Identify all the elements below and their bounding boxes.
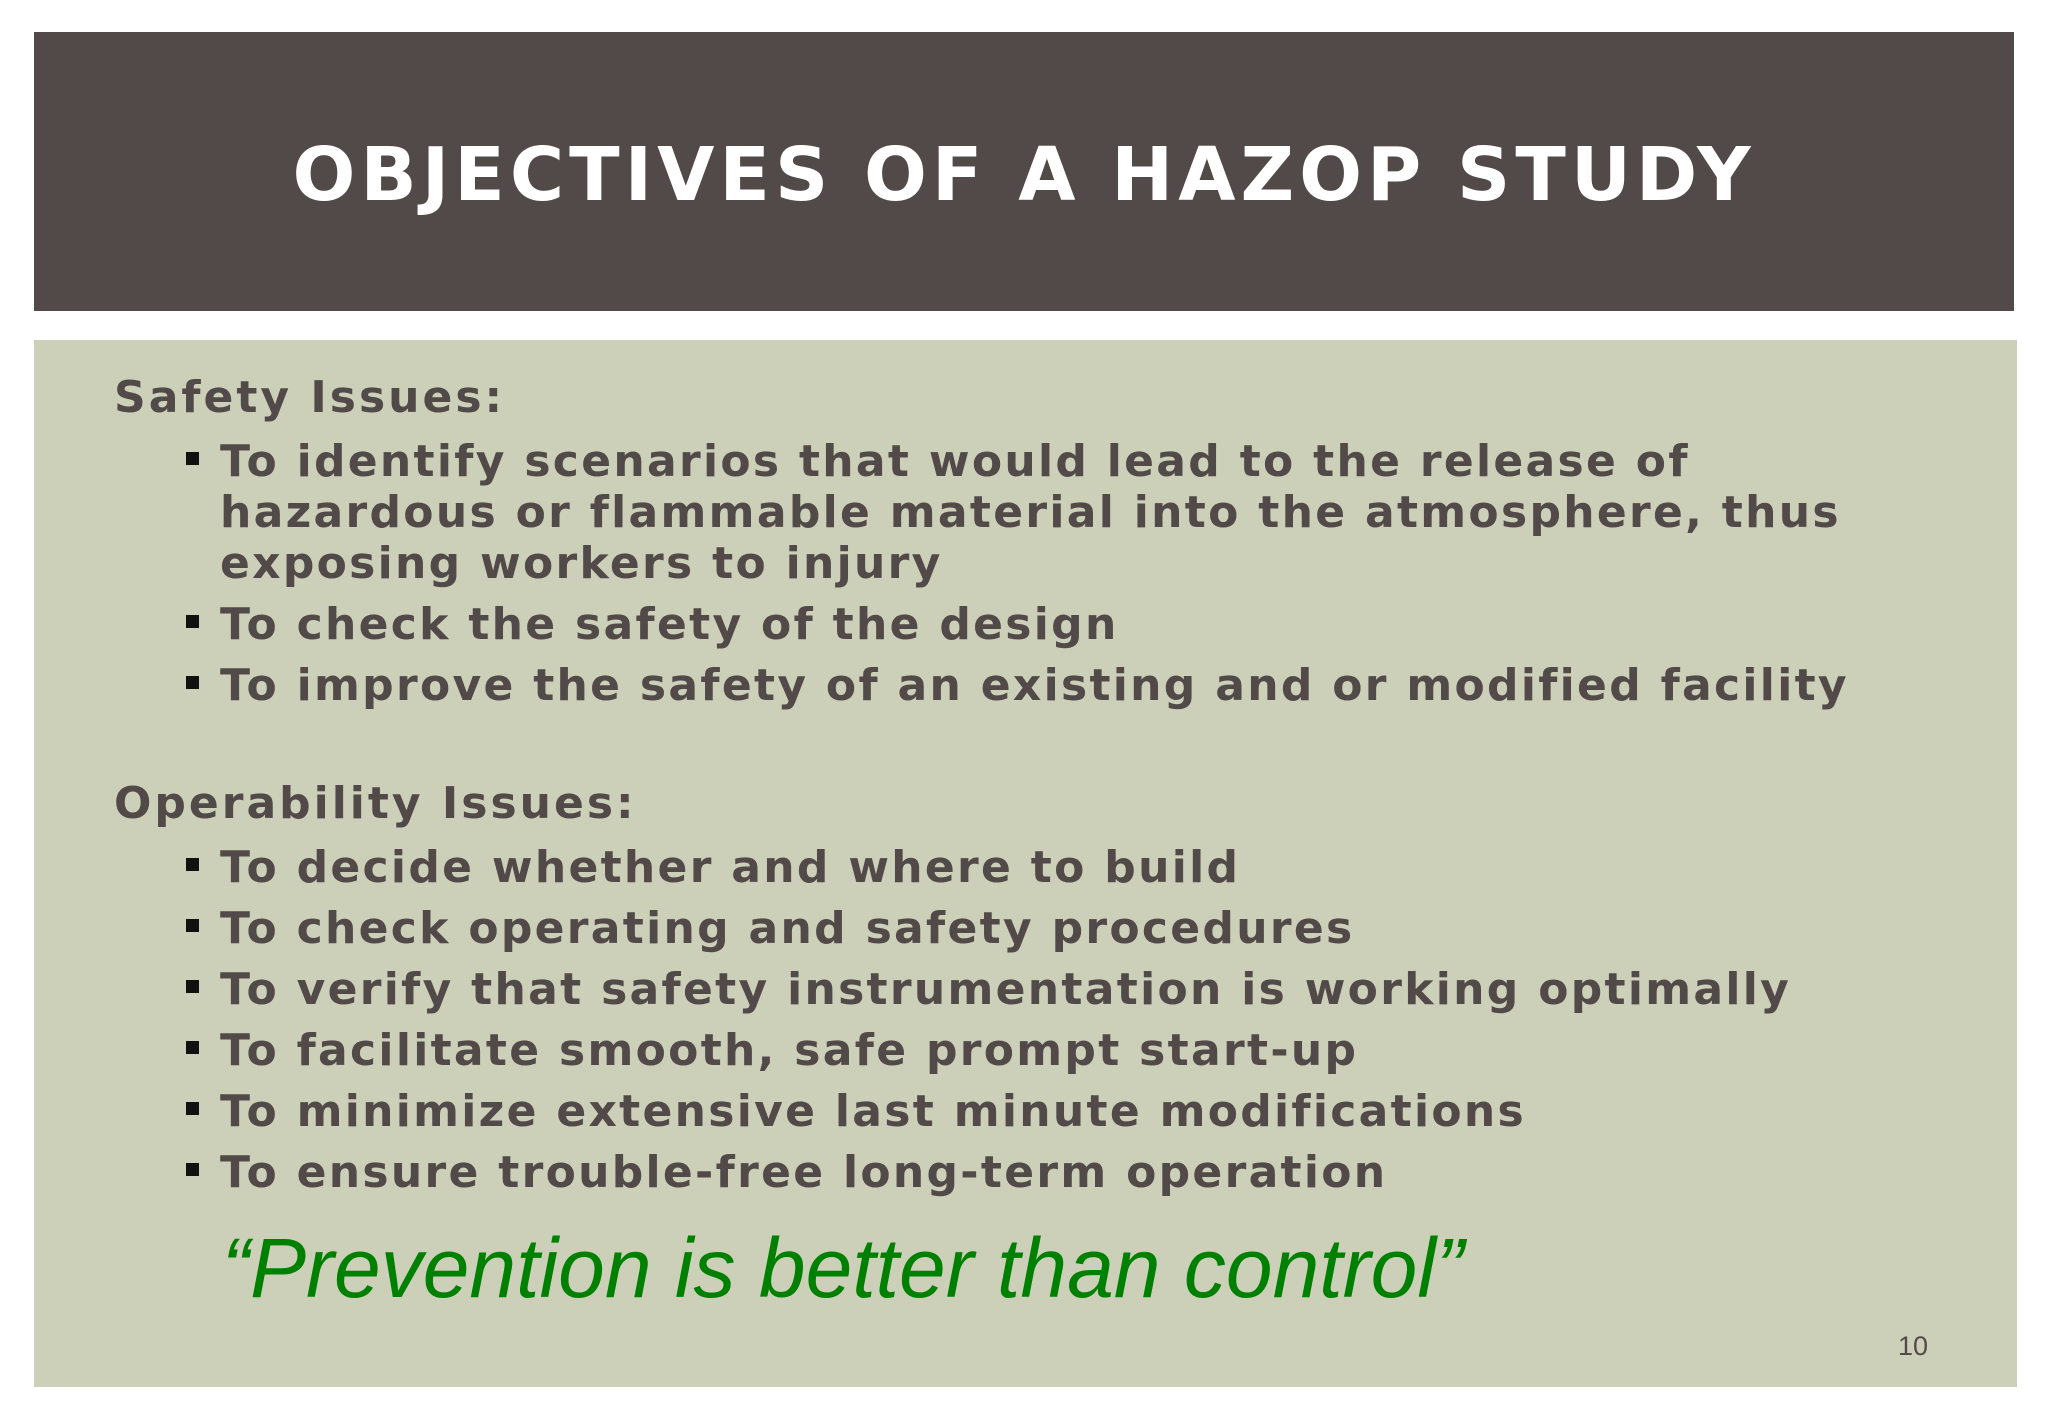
- section-heading-operability: Operability Issues:: [114, 778, 637, 829]
- square-bullet-icon: [186, 980, 199, 993]
- list-item: [186, 1086, 1946, 1137]
- list-item: [186, 964, 1946, 1015]
- list-item-text: To minimize extensive last minute modifications: [220, 1086, 1526, 1137]
- list-item-text: To facilitate smooth, safe prompt start-up: [220, 1025, 1359, 1076]
- square-bullet-icon: [186, 858, 199, 871]
- list-item: [186, 1147, 1946, 1198]
- quote-text: “Prevention is better than control”: [222, 1221, 1464, 1315]
- list-item-text: To identify scenarios that would lead to the release of hazardous or flammable material into the atmosphere, thus exposing workers to injury: [220, 436, 1841, 589]
- slide-title: OBJECTIVES OF A HAZOP STUDY: [292, 131, 1756, 218]
- square-bullet-icon: [186, 1163, 199, 1176]
- list-item: [186, 842, 1946, 893]
- square-bullet-icon: [186, 919, 199, 932]
- square-bullet-icon: [186, 1041, 199, 1054]
- list-item: [186, 903, 1946, 954]
- operability-bullet-list: [186, 842, 1946, 1198]
- list-item-text: To decide whether and where to build: [220, 842, 1241, 893]
- square-bullet-icon: [186, 452, 199, 465]
- list-item: [186, 1025, 1946, 1076]
- section-heading-safety: Safety Issues:: [114, 372, 506, 423]
- list-item-text: To check operating and safety procedures: [220, 903, 1355, 954]
- safety-bullet-list: [186, 436, 1946, 711]
- square-bullet-icon: [186, 676, 199, 689]
- list-item-text: To verify that safety instrumentation is working optimally: [220, 964, 1792, 1015]
- square-bullet-icon: [186, 615, 199, 628]
- title-bar: [34, 32, 2014, 311]
- list-item-text: To ensure trouble-free long-term operation: [220, 1147, 1388, 1198]
- square-bullet-icon: [186, 1102, 199, 1115]
- list-item: [186, 436, 1946, 589]
- list-item: [186, 660, 1946, 711]
- list-item: [186, 599, 1946, 650]
- page-number: 10: [1898, 1331, 1929, 1361]
- list-item-text: To check the safety of the design: [220, 599, 1119, 650]
- list-item-text: To improve the safety of an existing and or modified facility: [220, 660, 1849, 711]
